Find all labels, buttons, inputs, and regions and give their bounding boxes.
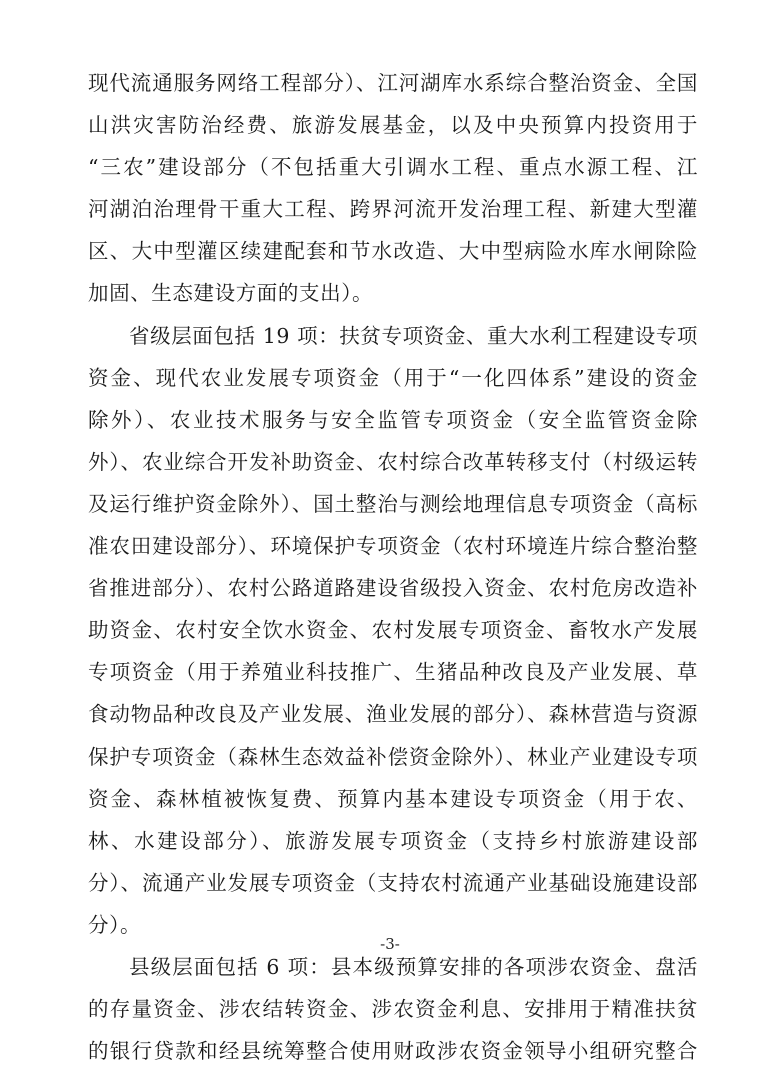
text-line: 食动物品种改良及产业发展、渔业发展的部分）、森林营造与资源 — [88, 702, 698, 727]
text-line: 山洪灾害防治经费、旅游发展基金，以及中央预算内投资用于 — [88, 113, 698, 138]
paragraph-start-line: 县级层面包括 6 项：县本级预算安排的各项涉农资金、盘活 — [129, 954, 698, 979]
text-line: 省推进部分）、农村公路道路建设省级投入资金、农村危房改造补 — [88, 576, 698, 601]
text-line: 资金、现代农业发展专项资金（用于“一化四体系”建设的资金 — [88, 365, 698, 390]
text-line: 外）、农业综合开发补助资金、农村综合改革转移支付（村级运转 — [88, 449, 698, 474]
text-line: 专项资金（用于养殖业科技推广、生猪品种改良及产业发展、草 — [88, 660, 698, 685]
text-line: 的存量资金、涉农结转资金、涉农资金利息、安排用于精准扶贫 — [88, 997, 698, 1022]
document-body — [88, 62, 698, 1072]
text-line: 分）。 — [88, 912, 142, 937]
text-line: 准农田建设部分）、环境保护专项资金（农村环境连片综合整治整 — [88, 534, 698, 559]
text-line: 保护专项资金（森林生态效益补偿资金除外）、林业产业建设专项 — [88, 744, 698, 769]
text-line: 现代流通服务网络工程部分）、江河湖库水系综合整治资金、全国 — [88, 71, 698, 95]
text-line: 河湖泊治理骨干重大工程、跨界河流开发治理工程、新建大型灌 — [88, 197, 698, 222]
text-line: 区、大中型灌区续建配套和节水改造、大中型病险水库水闸除险 — [88, 239, 698, 264]
page-number: -3- — [380, 935, 400, 953]
paragraph-start-line: 省级层面包括 19 项：扶贫专项资金、重大水利工程建设专项 — [129, 323, 699, 348]
text-line: 分）、流通产业发展专项资金（支持农村流通产业基础设施建设部 — [88, 870, 698, 895]
text-line: 加固、生态建设方面的支出）。 — [88, 281, 374, 306]
text-line: 林、水建设部分）、旅游发展专项资金（支持乡村旅游建设部 — [88, 828, 698, 853]
text-line: 及运行维护资金除外）、国土整治与测绘地理信息专项资金（高标 — [88, 491, 698, 516]
text-line: 的银行贷款和经县统筹整合使用财政涉农资金领导小组研究整合 — [88, 1039, 698, 1064]
text-line: 助资金、农村安全饮水资金、农村发展专项资金、畜牧水产发展 — [88, 618, 698, 643]
text-line: “三农”建设部分（不包括重大引调水工程、重点水源工程、江 — [88, 155, 698, 180]
text-line: 资金、森林植被恢复费、预算内基本建设专项资金（用于农、 — [88, 786, 698, 811]
text-line: 除外）、农业技术服务与安全监管专项资金（安全监管资金除 — [88, 407, 698, 432]
